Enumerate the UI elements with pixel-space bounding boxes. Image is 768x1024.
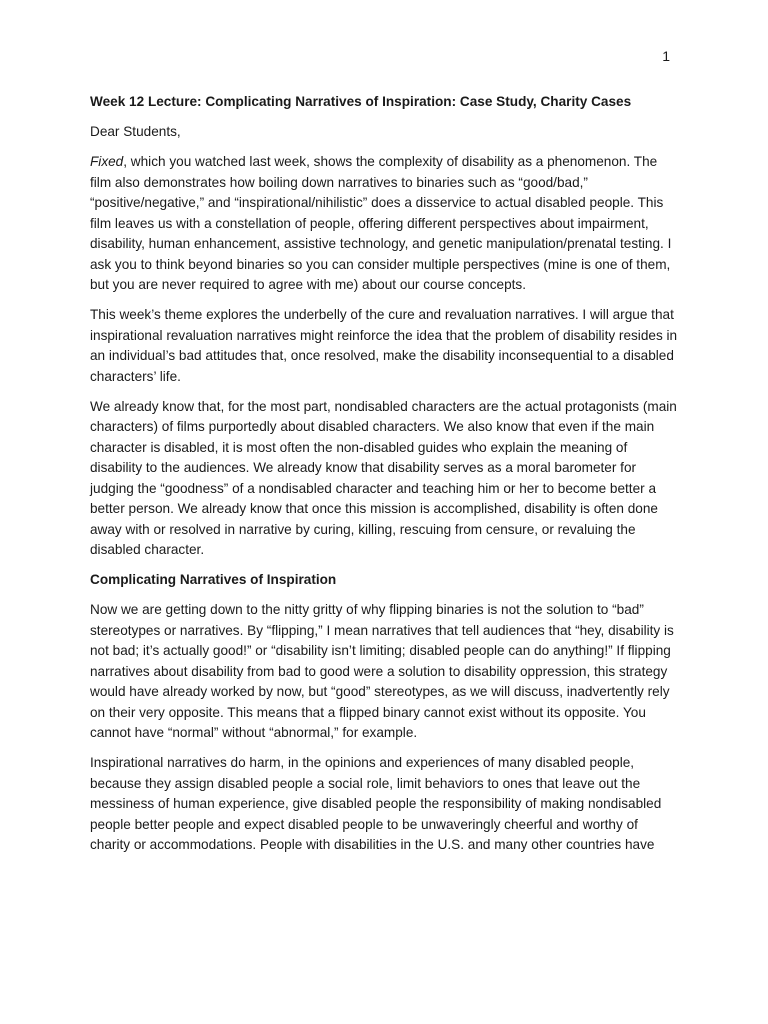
paragraph-fixed-text: , which you watched last week, shows the complexity of disability as a phenomenon. The film also demonstrates how boiling down narratives to binaries such as “good/bad,” “positive/negative,” and “inspirational/nihilistic” does a disservice to actual disabled people. This film leaves us with a constellation of people, offering different perspectives about impairment, disability, human enhancement, assistive technology, and genetic manipulation/prenatal testing. I ask you to think beyond binaries so you can consider multiple perspectives (mine is one of them, but you are never required to agree with me) about our course concepts. [90,154,672,292]
paragraph-protagonists: We already know that, for the most part, nondisabled characters are the actual protagonists (main characters) of films purportedly about disabled characters. We also know that even if the main character is disabled, it is most often the non-disabled guides who explain the meaning of disability to the audiences. We already know that disability serves as a moral barometer for judging the “goodness” of a nondisabled character and teaching him or her to become better a better person. We already know that once this mission is accomplished, disability is often done away with or resolved in narrative by curing, killing, rescuing from censure, or revaluing the disabled character. [90,398,677,557]
section-heading: Complicating Narratives of Inspiration [90,572,337,587]
paragraph-theme: This week’s theme explores the underbelly of the cure and revaluation narratives. I will argue that inspirational revaluation narratives might reinforce the idea that the problem of disability resides in an individual’s bad attitudes that, once resolved, make the disability inconsequential to a disabled characters’ life. [90,307,678,384]
paragraph-flipping-binaries: Now we are getting down to the nitty gritty of why flipping binaries is not the solution to “bad” stereotypes or narratives. By “flipping,” I mean narratives that tell audiences that “hey, disability is not bad; it’s actually good!” or “disability isn’t limiting; disabled people can do anything!” If flipping narratives about disability from bad to good were a solution to disability oppression, this strategy would have already worked by now, but “good” stereotypes, as we will discuss, inadvertently rely on their very opposite. This means that a flipped binary cannot exist without its opposite. You cannot have “normal” without “abnormal,” for example. [90,602,674,740]
salutation: Dear Students, [90,124,181,139]
lecture-title: Week 12 Lecture: Complicating Narratives of Inspiration: Case Study, Charity Cases [90,94,632,109]
film-title-fixed: Fixed [90,154,124,169]
paragraph-fixed [90,152,678,296]
document-body [90,92,678,865]
page-number: 1 [662,48,670,64]
paragraph-inspirational-harm: Inspirational narratives do harm, in the opinions and experiences of many disabled people, because they assign disabled people a social role, limit behaviors to ones that leave out the messiness of human experience, give disabled people the responsibility of making nondisabled people better people and expect disabled people to be unwaveringly cheerful and worthy of charity or accommodations. People with disabilities in the U.S. and many other countries have [90,755,662,852]
